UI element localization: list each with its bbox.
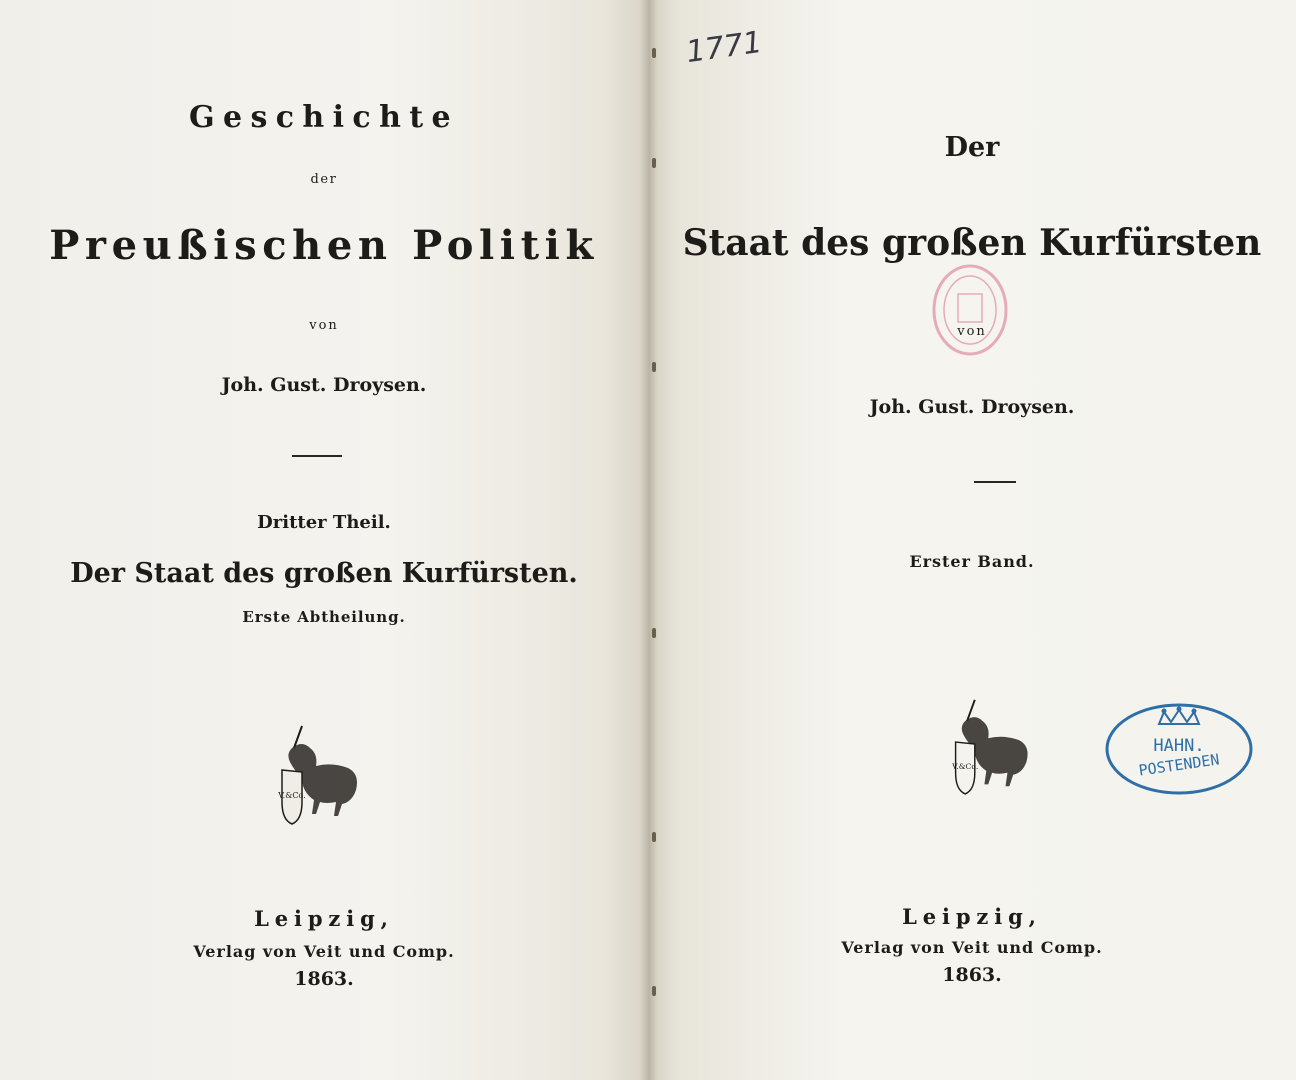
right-publisher: Verlag von Veit und Comp. [841,938,1103,957]
right-place: Leipzig, [902,904,1042,929]
binding-stitch [652,362,656,372]
left-author: Joh. Gust. Droysen. [221,374,427,396]
binding-stitch [652,986,656,996]
left-division: Erste Abtheilung. [242,608,406,626]
left-divider [292,455,342,457]
right-main-title: Staat des großen Kurfürsten [682,222,1262,264]
right-divider [974,481,1016,483]
right-emblem-text: V.&Co. [952,761,979,771]
binding-stitch [652,48,656,58]
left-part: Dritter Theil. [257,512,391,533]
right-volume: Erster Band. [909,552,1035,571]
binding-stitch [652,628,656,638]
stamp-line2: POSTENDEN [1137,750,1221,780]
right-unicorn-emblem-icon [946,692,1042,796]
left-title-line1: Geschichte [188,100,460,135]
blue-ownership-stamp [1104,702,1254,796]
left-place: Leipzig, [254,906,394,931]
binding-stitch [652,832,656,842]
left-main-title: Preußischen Politik [49,222,599,269]
left-emblem-text: V.&Co. [278,791,306,800]
red-library-stamp-icon [930,262,1010,358]
right-title-line1: Der [944,132,1000,163]
left-publisher: Verlag von Veit und Comp. [193,942,455,961]
binding-stitch [652,158,656,168]
stamp-line1: HAHN. [1153,736,1205,756]
left-year: 1863. [294,968,354,990]
right-page [648,0,1296,1080]
left-by: von [309,318,339,333]
right-author: Joh. Gust. Droysen. [869,396,1075,418]
right-year: 1863. [942,964,1002,986]
handwritten-shelf-number: 1771 [683,24,765,71]
left-unicorn-emblem-icon [272,718,372,826]
right-by: von [957,324,987,339]
left-subtitle: Der Staat des großen Kurfürsten. [70,558,578,589]
left-title-line2: der [310,172,338,187]
